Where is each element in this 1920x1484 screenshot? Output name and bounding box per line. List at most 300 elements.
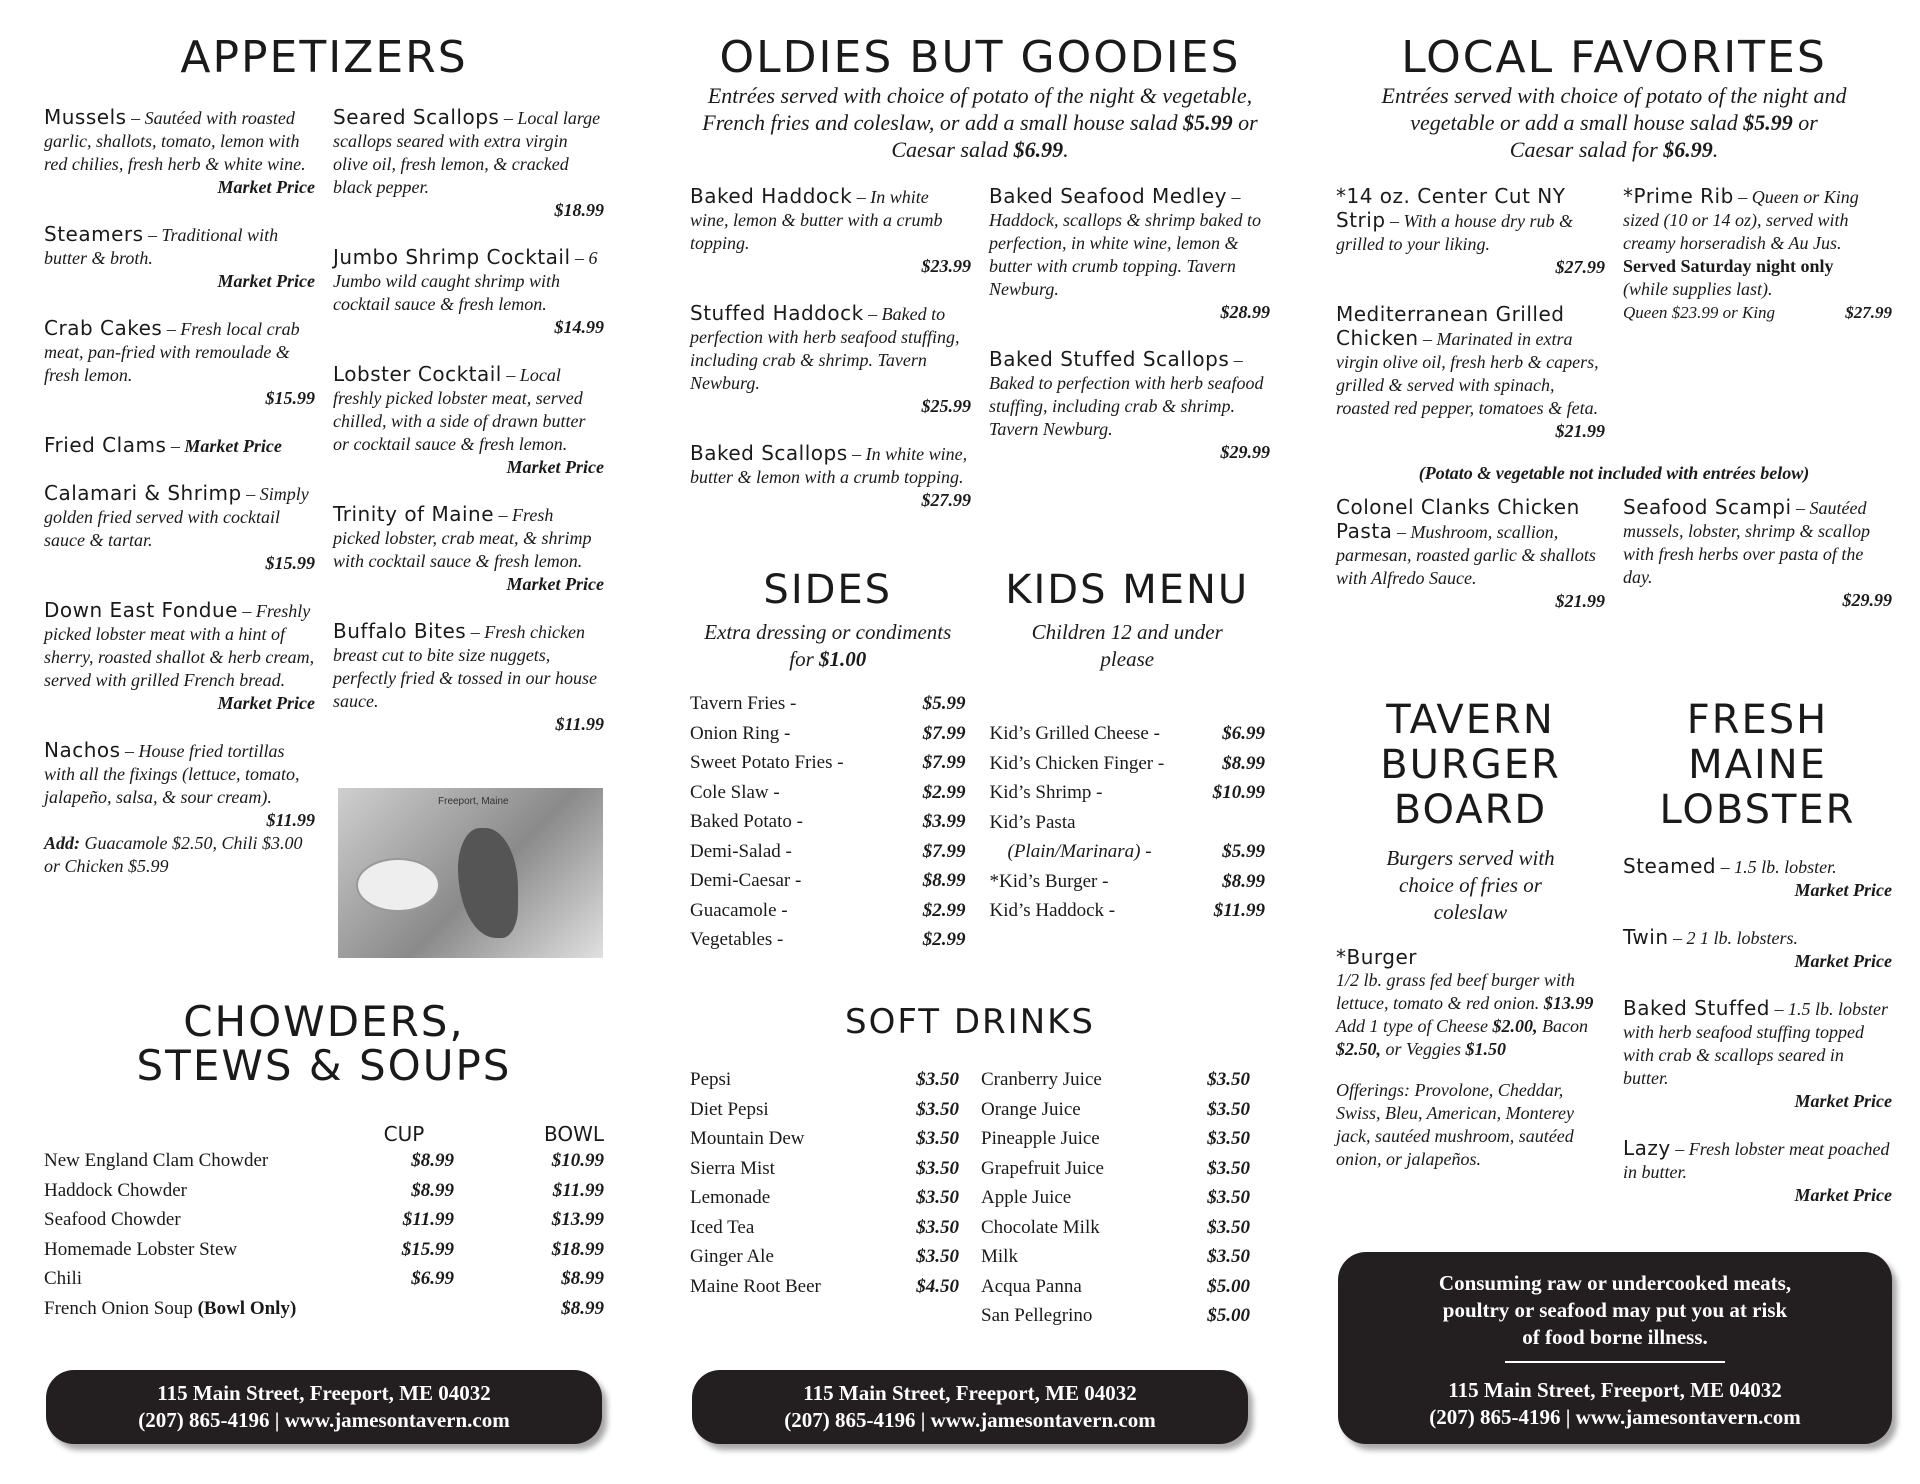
line-name: Demi-Caesar -	[690, 870, 802, 891]
line-price: $3.50	[916, 1128, 959, 1149]
chowder-cup-price: $6.99	[411, 1268, 454, 1289]
item-name: Calamari & Shrimp	[44, 481, 242, 505]
prime-rib-note: (while supplies last).	[1623, 279, 1773, 299]
item-price: Market Price	[506, 574, 604, 594]
price-line	[690, 837, 966, 867]
menu-item: Baked Stuffed Scallops – Baked to perfection with herb seafood stuffing, including crab & shrimp. Tavern Newburg. $29.99	[989, 347, 1270, 462]
line-price: $8.99	[1222, 870, 1265, 892]
line-price: $3.50	[916, 1098, 959, 1120]
item-price: $29.99	[1842, 590, 1892, 610]
price-line	[990, 896, 1266, 926]
item-name: Steamed	[1623, 854, 1717, 878]
menu-item: Baked Scallops – In white wine, butter & lemon with a crumb topping. $27.99	[690, 441, 971, 510]
price-line	[690, 1242, 959, 1272]
line-price: $3.50	[916, 1069, 959, 1090]
price-line	[981, 1242, 1250, 1272]
chowder-row	[44, 1205, 604, 1235]
local-grid-2	[1336, 496, 1892, 637]
line-name: Kid’s Haddock -	[989, 900, 1116, 921]
price-line	[981, 1213, 1250, 1243]
oldies-left	[690, 185, 971, 536]
item-name: Fried Clams	[44, 433, 167, 457]
line-name: Apple Juice	[981, 1187, 1072, 1208]
menu-item: Baked Seafood Medley – Haddock, scallops & shrimp baked to perfection, in white wine, lemon & butter with crumb topping. Tavern Newburg. $28.99	[989, 184, 1270, 322]
price-line	[990, 778, 1266, 808]
local-left	[1336, 185, 1605, 467]
item-desc: 2 1 lb. lobsters.	[1686, 928, 1799, 948]
chowders-title	[44, 997, 604, 1090]
price-line	[690, 748, 966, 778]
menu-item: Down East Fondue – Freshly picked lobster meat with a hint of sherry, roasted shallot & herb cream, served with grilled French bread. Market Price	[44, 598, 315, 713]
footer-contact: (207) 865-4196 | www.jamesontavern.com	[784, 1408, 1156, 1432]
price-line	[690, 778, 966, 808]
lobster-list	[1623, 855, 1892, 1207]
footer-bar-middle	[692, 1370, 1248, 1444]
chowder-row	[44, 1176, 604, 1206]
line-price: $3.50	[1207, 1098, 1250, 1120]
item-price: Market Price	[217, 693, 315, 713]
footer-bar-right	[1338, 1252, 1892, 1444]
price-line	[990, 719, 1266, 749]
price-line	[990, 837, 1266, 867]
chowder-bowl-price: $8.99	[561, 1268, 604, 1289]
sides-title: SIDES	[763, 567, 893, 613]
chowder-bowl-price: $10.99	[551, 1150, 604, 1171]
menu-item: *Prime Rib – Queen or King sized (10 or 14 oz), served with creamy horseradish & Au Jus. Served Saturday night only (while supplies last). Queen $23.99 or King $27.99	[1623, 184, 1892, 322]
sides-kids-section	[690, 568, 1265, 955]
line-name: Kid’s Grilled Cheese -	[989, 723, 1160, 744]
line-name: Cole Slaw -	[690, 781, 780, 803]
chowder-cup-price: $11.99	[402, 1209, 454, 1230]
bowl-label: BOWL	[543, 1122, 604, 1146]
item-extra	[44, 832, 315, 878]
chowder-header	[44, 1122, 604, 1146]
line-price: $11.99	[1213, 900, 1265, 921]
menu-item: Crab Cakes – Fresh local crab meat, pan-fried with remoulade & fresh lemon. $15.99	[44, 316, 315, 408]
item-price: $15.99	[265, 553, 315, 573]
menu-item: Seafood Scampi – Sautéed mussels, lobster, shrimp & scallop with fresh herbs over pasta of the day. $29.99	[1623, 495, 1892, 610]
line-price: $8.99	[922, 870, 966, 891]
item-name: Seafood Scampi	[1623, 495, 1792, 519]
item-price: Market Price	[1794, 1185, 1892, 1205]
line-price: $6.99	[1222, 723, 1265, 744]
price-line	[981, 1183, 1250, 1213]
menu-item: Steamers – Traditional with butter & broth. Market Price	[44, 222, 315, 291]
price-line	[981, 1301, 1250, 1331]
drinks-section	[690, 1000, 1250, 1331]
item-name: Steamers	[44, 222, 144, 246]
local-title: LOCAL FAVORITES	[1401, 32, 1827, 83]
line-name: Tavern Fries -	[690, 693, 797, 714]
price-line	[690, 1183, 959, 1213]
item-desc: Freshly picked lobster meat with a hint of sherry, roasted shallot & herb cream, served with grilled French bread.	[44, 601, 315, 690]
price-line	[690, 1154, 959, 1184]
menu-item: Mediterranean Grilled Chicken – Marinated in extra virgin olive oil, fresh herb & capers, grilled & served with spinach, roasted red pepper, tomatoes & feta. $21.99	[1336, 302, 1605, 441]
price-line	[981, 1272, 1250, 1302]
line-price: $10.99	[1212, 782, 1265, 803]
item-name: Baked Seafood Medley	[989, 184, 1227, 208]
menu-item: Lobster Cocktail – Local freshly picked lobster meat, served chilled, with a side of drawn butter or cocktail sauce & fresh lemon. Market Price	[333, 362, 604, 477]
line-price: $5.00	[1207, 1275, 1250, 1297]
kids-section	[990, 568, 1266, 955]
local-note: (Potato & vegetable not included with entrées below)	[1418, 463, 1810, 483]
chowders-title-line1: CHOWDERS,	[183, 997, 465, 1046]
lobster-shape	[458, 828, 518, 938]
line-name: San Pellegrino	[981, 1305, 1093, 1326]
local-left-2	[1336, 496, 1605, 637]
burger-subtitle: Burgers served with choice of fries or coleslaw	[1386, 846, 1555, 924]
line-name: Cranberry Juice	[981, 1069, 1102, 1090]
chowder-cup-price: $8.99	[411, 1150, 454, 1171]
chowder-note: (Bowl Only)	[197, 1297, 297, 1319]
line-name: Guacamole -	[690, 899, 788, 921]
line-name: Baked Potato -	[690, 811, 803, 832]
item-price: Market Price	[506, 457, 604, 477]
price-line	[990, 749, 1266, 779]
item-name: Nachos	[44, 738, 121, 762]
item-price: Market Price	[217, 271, 315, 291]
item-desc: Traditional with butter & broth.	[44, 225, 279, 268]
line-name: Iced Tea	[690, 1216, 755, 1238]
chowder-row	[44, 1294, 604, 1324]
item-desc: Haddock, scallops & shrimp baked to perfection, in white wine, lemon & butter with crumb topping. Tavern Newburg.	[989, 210, 1261, 299]
item-price: $28.99	[1220, 302, 1270, 322]
item-name: Baked Stuffed	[1623, 996, 1770, 1020]
line-price: $2.99	[922, 929, 966, 950]
item-desc: With a house dry rub & grilled to your liking.	[1336, 211, 1574, 254]
chowder-bowl-price: $8.99	[561, 1297, 604, 1319]
menu-item: Mussels – Sautéed with roasted garlic, shallots, tomato, lemon with red chilies, fresh herb & white wine. Market Price	[44, 105, 315, 197]
item-price: $14.99	[554, 317, 604, 337]
line-name: Kid’s Shrimp -	[989, 782, 1103, 803]
burger-lobster-section	[1336, 698, 1892, 1231]
item-name: Down East Fondue	[44, 598, 238, 622]
item-price: $27.99	[921, 490, 971, 510]
line-name: Vegetables -	[690, 929, 784, 950]
line-name: Milk	[981, 1246, 1018, 1267]
line-price: $2.99	[922, 781, 966, 803]
item-name: *Prime Rib	[1623, 184, 1734, 208]
item-price: $18.99	[554, 200, 604, 220]
appetizers-left	[44, 106, 315, 902]
line-price: $7.99	[922, 840, 966, 862]
footer-contact: (207) 865-4196 | www.jamesontavern.com	[1429, 1405, 1801, 1429]
menu-item: Baked Haddock – In white wine, lemon & butter with a crumb topping. $23.99	[690, 184, 971, 276]
chowder-cup-price	[374, 1294, 454, 1324]
item-desc: Simply golden fried served with cocktail sauce & tartar.	[44, 484, 309, 550]
burger-title: TAVERN BURGER BOARD	[1380, 697, 1561, 833]
line-price: $3.50	[916, 1187, 959, 1208]
item-desc: House fried tortillas with all the fixings (lettuce, tomato, jalapeño, salsa, & sour cream).	[44, 741, 300, 807]
price-line	[690, 807, 966, 837]
sides-subtitle: Extra dressing or condiments for $1.00	[704, 620, 952, 671]
prime-rib-bold: Served Saturday night only	[1623, 256, 1834, 276]
item-desc: Fresh local crab meat, pan-fried with remoulade & fresh lemon.	[44, 319, 300, 385]
item-name: Baked Scallops	[690, 441, 848, 465]
line-name: Kid’s Pasta	[989, 811, 1076, 833]
item-price: $27.99	[1555, 257, 1605, 277]
chowder-row	[44, 1235, 604, 1265]
warning-line-1: Consuming raw or undercooked meats,	[1438, 1271, 1792, 1295]
line-price: $3.50	[1207, 1069, 1250, 1090]
kids-list	[990, 719, 1266, 926]
drinks-grid	[690, 1065, 1250, 1331]
burger-offerings: Offerings: Provolone, Cheddar, Swiss, Bleu, American, Monterey jack, sautéed mushroom, sautéed onion, or jalapeños.	[1336, 1080, 1574, 1169]
line-price: $4.50	[916, 1275, 959, 1297]
column-middle	[690, 0, 1270, 536]
item-desc: Queen or King sized (10 or 14 oz), served with creamy horseradish & Au Jus.	[1623, 187, 1859, 253]
menu-item: Fried Clams – Market Price	[44, 433, 282, 457]
item-price: $25.99	[921, 396, 971, 416]
price-line	[690, 925, 966, 955]
chowder-name: French Onion Soup (Bowl Only)	[44, 1297, 297, 1319]
footer-address: 115 Main Street, Freeport, ME 04032	[803, 1381, 1137, 1405]
burger-section	[1336, 698, 1605, 1231]
item-desc: In white wine, lemon & butter with a crumb topping.	[690, 187, 943, 253]
sauce-bowl	[356, 858, 440, 912]
menu-item: Jumbo Shrimp Cocktail – 6 Jumbo wild caught shrimp with cocktail sauce & fresh lemon. $14.99	[333, 245, 604, 337]
line-name: Diet Pepsi	[690, 1098, 769, 1120]
menu-item: Stuffed Haddock – Baked to perfection with herb seafood stuffing, including crab & shrimp. Tavern Newburg. $25.99	[690, 301, 971, 416]
line-name: Sweet Potato Fries -	[690, 752, 844, 773]
chowder-name: Haddock Chowder	[44, 1179, 187, 1201]
item-name: Stuffed Haddock	[690, 301, 864, 325]
item-name: Mussels	[44, 105, 127, 129]
line-name: Demi-Salad -	[690, 840, 792, 862]
footer-contact: (207) 865-4196 | www.jamesontavern.com	[138, 1408, 510, 1432]
burger-item: *Burger 1/2 lb. grass fed beef burger with lettuce, tomato & red onion. $13.99 Add 1 type of Cheese $2.00, Bacon $2.50, or Veggies $1.50	[1336, 946, 1605, 1061]
menu-item: *14 oz. Center Cut NY Strip – With a house dry rub & grilled to your liking. $27.99	[1336, 184, 1605, 277]
menu-item: Baked Stuffed – 1.5 lb. lobster with herb seafood stuffing topped with crab & scallops seared in butter. Market Price	[1623, 996, 1892, 1111]
line-name: Chocolate Milk	[981, 1216, 1100, 1238]
chowder-cup-price: $8.99	[411, 1179, 454, 1201]
drinks-right	[981, 1065, 1250, 1331]
chowder-bowl-price: $13.99	[551, 1209, 604, 1230]
price-line	[981, 1124, 1250, 1154]
item-desc: Local freshly picked lobster meat, served chilled, with a side of drawn butter or cocktail sauce & fresh lemon.	[333, 365, 586, 454]
chowders-title-line2: STEWS & SOUPS	[136, 1041, 512, 1090]
line-name: Sierra Mist	[690, 1157, 775, 1179]
line-price: $3.50	[916, 1246, 959, 1267]
price-line	[981, 1095, 1250, 1125]
item-name: Colonel Clanks Chicken Pasta	[1336, 495, 1580, 543]
kids-subtitle: Children 12 and under please	[1031, 620, 1223, 671]
line-name: Maine Root Beer	[690, 1275, 821, 1297]
item-name: *Burger	[1336, 945, 1417, 969]
item-desc: Sautéed with roasted garlic, shallots, tomato, lemon with red chilies, fresh herb & white wine.	[44, 108, 306, 174]
item-name: Crab Cakes	[44, 316, 163, 340]
chowder-bowl-price: $11.99	[552, 1179, 604, 1201]
price-line	[690, 1065, 959, 1095]
item-desc: In white wine, butter & lemon with a crumb topping.	[690, 444, 968, 487]
chowders-section	[44, 997, 604, 1323]
warning-line-2: poultry or seafood may put you at risk	[1442, 1298, 1788, 1322]
item-price: Market Price	[1794, 880, 1892, 900]
lobster-title: FRESH MAINE LOBSTER	[1659, 697, 1856, 833]
price-line	[690, 1213, 959, 1243]
line-price: $2.99	[922, 899, 966, 921]
cup-label: CUP	[383, 1122, 425, 1146]
drinks-left	[690, 1065, 959, 1331]
line-price: $3.50	[1207, 1187, 1250, 1208]
item-price: Market Price	[1794, 951, 1892, 971]
price-line	[690, 896, 966, 926]
oldies-grid	[690, 185, 1270, 536]
lobster-section	[1623, 698, 1892, 1231]
line-price: $3.50	[916, 1157, 959, 1179]
item-name: *14 oz. Center Cut NY Strip	[1336, 184, 1566, 232]
item-price: $13.99	[1543, 993, 1594, 1013]
line-name: Orange Juice	[981, 1098, 1081, 1120]
local-grid	[1336, 185, 1892, 467]
line-name: Pineapple Juice	[981, 1128, 1100, 1149]
lobster-photo	[338, 788, 603, 958]
item-desc: 1.5 lb. lobster with herb seafood stuffing topped with crab & scallops seared in butter.	[1623, 999, 1889, 1088]
oldies-title: OLDIES BUT GOODIES	[719, 32, 1241, 83]
item-price: $11.99	[555, 714, 604, 734]
line-name: Pepsi	[690, 1069, 732, 1090]
item-desc: Local large scallops seared with extra virgin olive oil, fresh lemon, & cracked black pepper.	[333, 108, 601, 197]
item-desc: 1.5 lb. lobster.	[1734, 857, 1837, 877]
item-name: Lobster Cocktail	[333, 362, 502, 386]
sides-list	[690, 689, 966, 955]
appetizers-grid	[44, 106, 604, 902]
item-name: Baked Haddock	[690, 184, 853, 208]
column-left	[44, 0, 604, 902]
chowder-name: New England Clam Chowder	[44, 1150, 269, 1171]
chowder-name: Chili	[44, 1268, 83, 1289]
extra-label: Add:	[44, 833, 80, 853]
line-name: Ginger Ale	[690, 1246, 774, 1267]
price-line	[690, 1095, 959, 1125]
warning-line-3: of food borne illness.	[1522, 1325, 1708, 1349]
item-name: Buffalo Bites	[333, 619, 467, 643]
menu-item: Steamed – 1.5 lb. lobster. Market Price	[1623, 854, 1892, 900]
line-price: $3.50	[916, 1216, 959, 1238]
menu-item: Lazy – Fresh lobster meat poached in butter. Market Price	[1623, 1136, 1892, 1205]
menu-item: Calamari & Shrimp – Simply golden fried served with cocktail sauce & tartar. $15.99	[44, 481, 315, 573]
item-price: $15.99	[265, 388, 315, 408]
chowder-row	[44, 1146, 604, 1176]
line-price: $7.99	[922, 722, 966, 744]
footer-bar-left	[46, 1370, 602, 1444]
line-price: $3.99	[922, 811, 966, 832]
line-price: $3.50	[1207, 1157, 1250, 1179]
oldies-right	[989, 185, 1270, 536]
item-desc: Fresh lobster meat poached in butter.	[1623, 1139, 1890, 1182]
appetizers-right	[333, 106, 604, 902]
line-name: (Plain/Marinara) -	[1007, 841, 1152, 862]
item-name: Jumbo Shrimp Cocktail	[333, 245, 571, 269]
price-line	[690, 1124, 959, 1154]
sides-section	[690, 568, 966, 955]
item-price: Market Price	[1794, 1091, 1892, 1111]
line-name: *Kid’s Burger -	[989, 870, 1109, 892]
footer-divider	[1505, 1361, 1725, 1363]
prime-rib-prices: Queen $23.99 or King $27.99	[1623, 303, 1892, 322]
item-price: $21.99	[1555, 421, 1605, 441]
menu-item: Twin – 2 1 lb. lobsters. Market Price	[1623, 925, 1892, 971]
line-price: $3.50	[1207, 1246, 1250, 1267]
line-name: Onion Ring -	[690, 722, 791, 744]
photo-caption: Freeport, Maine	[438, 796, 509, 807]
item-desc: 6 Jumbo wild caught shrimp with cocktail sauce & fresh lemon.	[333, 248, 598, 314]
kids-title: KIDS MENU	[1005, 567, 1250, 613]
item-name: Mediterranean Grilled Chicken	[1336, 302, 1565, 350]
item-desc: Mushroom, scallion, parmesan, roasted garlic & shallots with Alfredo Sauce.	[1336, 522, 1596, 588]
price-line	[690, 866, 966, 896]
menu-item: Trinity of Maine – Fresh picked lobster, crab meat, & shrimp with cocktail sauce & fresh lemon. Market Price	[333, 502, 604, 594]
line-name: Kid’s Chicken Finger -	[989, 752, 1165, 774]
price-line	[981, 1154, 1250, 1184]
item-desc: 1/2 lb. grass fed beef burger with lettuce, tomato & red onion.	[1336, 970, 1575, 1013]
item-price: $11.99	[266, 810, 315, 830]
line-price: $8.99	[1222, 752, 1265, 774]
line-price: $5.99	[922, 693, 966, 714]
chowder-row	[44, 1264, 604, 1294]
extra-text: Guacamole $2.50, Chili $3.00 or Chicken $5.99	[44, 833, 303, 876]
chowder-name: Seafood Chowder	[44, 1209, 181, 1230]
price-line	[690, 719, 966, 749]
local-right	[1623, 185, 1892, 467]
price-line	[690, 1272, 959, 1302]
menu-item: Colonel Clanks Chicken Pasta – Mushroom, scallion, parmesan, roasted garlic & shallots with Alfredo Sauce. $21.99	[1336, 495, 1605, 611]
line-price: $5.99	[1222, 841, 1265, 862]
item-desc: Marinated in extra virgin olive oil, fresh herb & capers, grilled & served with spinach, roasted red pepper, tomatoes & feta.	[1336, 329, 1599, 418]
local-subtitle: Entrées served with choice of potato of the night and vegetable or add a small house salad $5.99 or Caesar salad for $6.99.	[1381, 83, 1847, 162]
line-name: Lemonade	[690, 1187, 771, 1208]
item-desc: Sautéed mussels, lobster, shrimp & scallop with fresh herbs over pasta of the day.	[1623, 498, 1871, 587]
item-name: Trinity of Maine	[333, 502, 495, 526]
footer-address: 115 Main Street, Freeport, ME 04032	[1448, 1378, 1782, 1402]
price-line	[990, 808, 1266, 838]
chowder-name: Homemade Lobster Stew	[44, 1238, 238, 1260]
footer-address: 115 Main Street, Freeport, ME 04032	[157, 1381, 491, 1405]
item-price: $23.99	[921, 256, 971, 276]
line-price: $5.00	[1207, 1305, 1250, 1326]
item-name: Lazy	[1623, 1136, 1671, 1160]
item-desc: Baked to perfection with herb seafood stuffing, including crab & shrimp. Tavern Newburg.	[690, 304, 960, 393]
line-name: Mountain Dew	[690, 1128, 805, 1149]
menu-item: Seared Scallops – Local large scallops seared with extra virgin olive oil, fresh lemon, & cracked black pepper. $18.99	[333, 105, 604, 220]
appetizers-title: APPETIZERS	[180, 32, 468, 83]
chowder-cup-price: $15.99	[401, 1238, 454, 1260]
line-price: $7.99	[922, 752, 966, 773]
menu-item: Buffalo Bites – Fresh chicken breast cut to bite size nuggets, perfectly fried & tossed in our house sauce. $11.99	[333, 619, 604, 734]
line-price: $3.50	[1207, 1128, 1250, 1149]
drinks-title: SOFT DRINKS	[844, 1002, 1096, 1042]
item-price: $29.99	[1220, 442, 1270, 462]
item-name: Baked Stuffed Scallops	[989, 347, 1230, 371]
line-price: $3.50	[1207, 1216, 1250, 1238]
line-name: Acqua Panna	[981, 1275, 1082, 1297]
item-price: Market Price	[184, 436, 282, 456]
line-name: Grapefruit Juice	[981, 1157, 1104, 1179]
chowder-list	[44, 1146, 604, 1323]
chowder-bowl-price: $18.99	[551, 1238, 604, 1260]
item-desc: Fresh picked lobster, crab meat, & shrimp with cocktail sauce & fresh lemon.	[333, 505, 592, 571]
item-price: $21.99	[1555, 591, 1605, 611]
price-line	[690, 689, 966, 719]
item-price: Market Price	[217, 177, 315, 197]
price-line	[981, 1065, 1250, 1095]
menu-item: Nachos – House fried tortillas with all the fixings (lettuce, tomato, jalapeño, salsa, & sour cream). $11.99 Add: Guacamole $2.50, Chili $3.00 or Chicken $5.99	[44, 738, 315, 876]
price-line	[990, 867, 1266, 897]
column-right	[1336, 0, 1892, 637]
item-name: Seared Scallops	[333, 105, 500, 129]
item-desc: Baked to perfection with herb seafood stuffing, including crab & shrimp. Tavern Newburg.	[989, 373, 1264, 439]
item-desc: Fresh chicken breast cut to bite size nuggets, perfectly fried & tossed in our house sauce.	[333, 622, 597, 711]
